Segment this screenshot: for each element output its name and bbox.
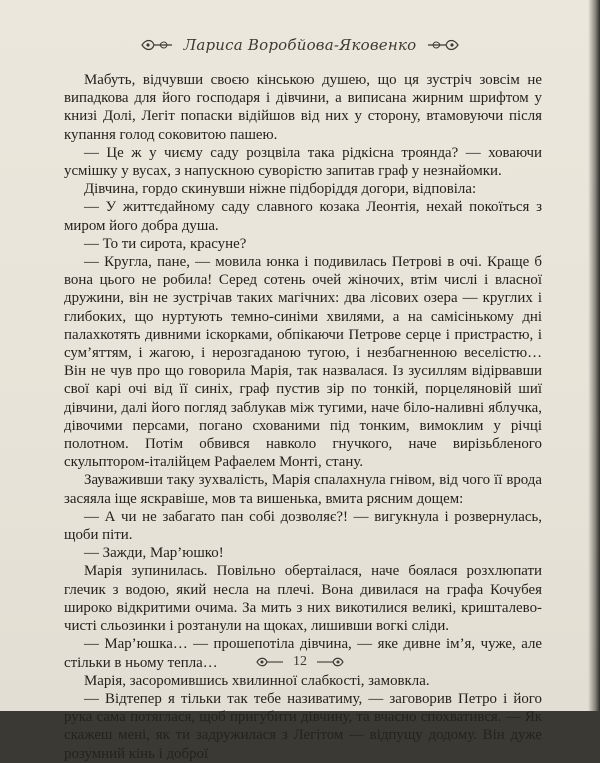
- left-ornament-icon: [140, 38, 174, 52]
- right-ornament-icon: [426, 38, 460, 52]
- paragraph: Дівчина, гордо скинувши ніжне підборіддя догори, відповіла:: [84, 181, 477, 198]
- page-number: 12: [293, 654, 307, 669]
- footer-left-ornament-icon: [255, 655, 285, 669]
- running-header: [0, 34, 600, 56]
- page-footer: [0, 652, 600, 672]
- footer-right-ornament-icon: [315, 655, 345, 669]
- paragraph: — То ти сирота, красуне?: [84, 235, 247, 252]
- paragraph: Марія зупинилась. Повільно обертаілася, наче боялася розхлюпати глечик з водою, який несла на плечі. Вона дивилася на графа Кочубея широко відкритими очима. За мить з них викотилися великі, кришталево-чисті сльозинки і розтанули на щоках, лишивши вогкі сліди.: [64, 563, 542, 635]
- paragraph: Марія, засоромившись хвилинної слабкості, замовкла.: [84, 672, 430, 689]
- paragraph: — У життєдайному саду славного козака Леонтія, нехай покоїться з миром його добра душа.: [64, 199, 542, 234]
- paragraph: Зауваживши таку зухвалість, Марія спалахнула гнівом, від чого її врода засяяла іще яскравіше, мов та вишенька, вмита рясним дощем:: [64, 472, 542, 507]
- paragraph: — Зажди, Мар’юшко!: [84, 545, 224, 562]
- paragraph: — Це ж у чиєму саду розцвіла така рідкісна троянда? — ховаючи усмішку у вусах, з напускною суворістю запитав граф у незнайомки.: [64, 144, 542, 180]
- header-title: Лариса Воробйова-Яковенко: [183, 36, 417, 54]
- paragraph: — А чи не забагато пан собі дозволяє?! — вигукнула і розвернулась, щоби піти.: [64, 508, 542, 544]
- paragraph: — Відтепер я тільки так тебе називатиму, — заговорив Петро і його рука сама потяглася, щоб пригубити дівчину, та вчасно спохватився. — Як скажеш мені, як ти задружилася з Легітом — відпущу додому. Він дуже розумний кінь і доброї: [64, 690, 542, 762]
- paragraph: — Мар’юшка… — прошепотіла дівчина, — яке дивне ім’я, чуже, але стільки в ньому тепла…: [64, 636, 542, 671]
- paragraph: Мабуть, відчувши своєю кінською душею, що ця зустріч зовсім не випадкова для його господаря і дівчини, а виписана жирним шрифтом у книзі Долі, Легіт попаски відійшов від них у сторону, втамовуючи після купання голод соковитою пашею.: [64, 72, 542, 143]
- page-edge-shadow: [588, 0, 600, 711]
- paragraph: — Кругла, пане, — мовила юнка і подивилась Петрові в очі. Краще б вона цього не робила! Серед сотень очей жіночих, втім числі і власної дружини, він не зустрічав таких магічних: два лісових озера — круглих і глибоких, що нуртують темно-синіми хвилями, а на самісінькому дні палахкотять дивними іскорками, обпікаючи Петрове серце і пристрастю, і сум’яттям, і жагою, і нерозгаданою тугою, і незбагненною веселістю… Він не чув про що говорила Марія, так назвалася. Із зусиллям відірвавши свої карі очі від її синіх, граф пустив зір по тонкій, порцеляновій шиї дівчини, далі його погляд заблукав між тугими, наче біло-наливні яблучка, дівочими персами, погано схованими під тонким, вимоклим у річці полотном. Потім обвився навколо гнучкого, наче вирізьбленого скульптором-італійцем Рафаелем Монті, стану.: [64, 254, 542, 471]
